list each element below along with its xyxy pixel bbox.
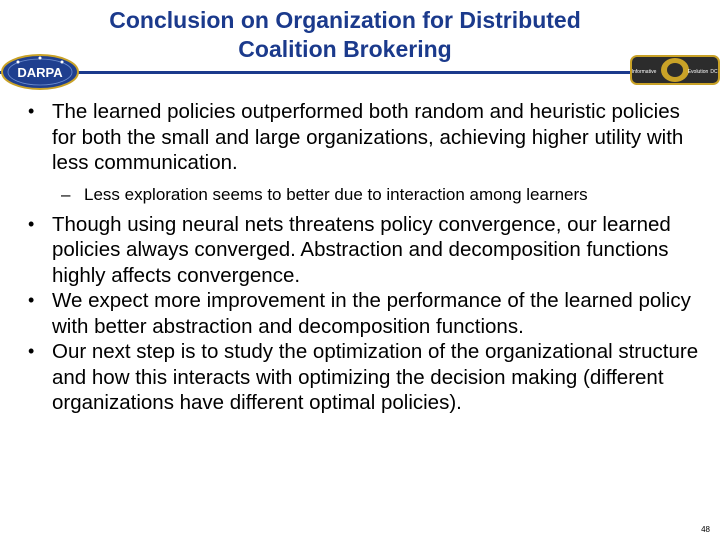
slide-title (0, 6, 690, 64)
bullet-item (28, 99, 708, 176)
program-logo (630, 52, 720, 88)
slide-title-line-2: Coalition Brokering (238, 36, 452, 62)
bullet-item (28, 339, 708, 416)
bullet-list (28, 99, 708, 416)
bullet-mark: • (28, 341, 35, 361)
bullet-mark: • (28, 290, 35, 310)
bullet-text: Our next step is to study the optimization of the organizational structure and how this interacts with optimizing the decision making (different organizations have different optimal policies). (52, 340, 699, 414)
bullet-text: The learned policies outperformed both random and heuristic policies for both the small and large organizations, achieving higher utility with less communication. (52, 100, 684, 174)
sub-bullet-text: Less exploration seems to better due to interaction among learners (84, 184, 588, 204)
sub-bullet-item (28, 184, 708, 206)
slide-title-line-1: Conclusion on Organization for Distributed (109, 7, 581, 33)
program-logo-text-end: DC (710, 69, 718, 75)
bullet-text: We expect more improvement in the performance of the learned policy with better abstraction and decomposition functions. (52, 289, 691, 338)
darpa-logo (0, 52, 80, 92)
bullet-mark: • (28, 213, 35, 234)
bullet-text: Though using neural nets threatens policy convergence, our learned policies always converged. Abstraction and decomposition functions highly affects convergence. (52, 212, 671, 287)
title-divider (0, 71, 720, 74)
bullet-item (28, 212, 708, 289)
darpa-logo-text: DARPA (17, 65, 63, 80)
sub-bullet-mark: – (61, 184, 71, 204)
program-logo-text-right: Evolution (687, 69, 709, 75)
program-logo-text-left: Informative (631, 69, 657, 75)
page-number: 48 (701, 525, 710, 534)
bullet-mark: • (28, 101, 35, 121)
bullet-item (28, 288, 708, 339)
